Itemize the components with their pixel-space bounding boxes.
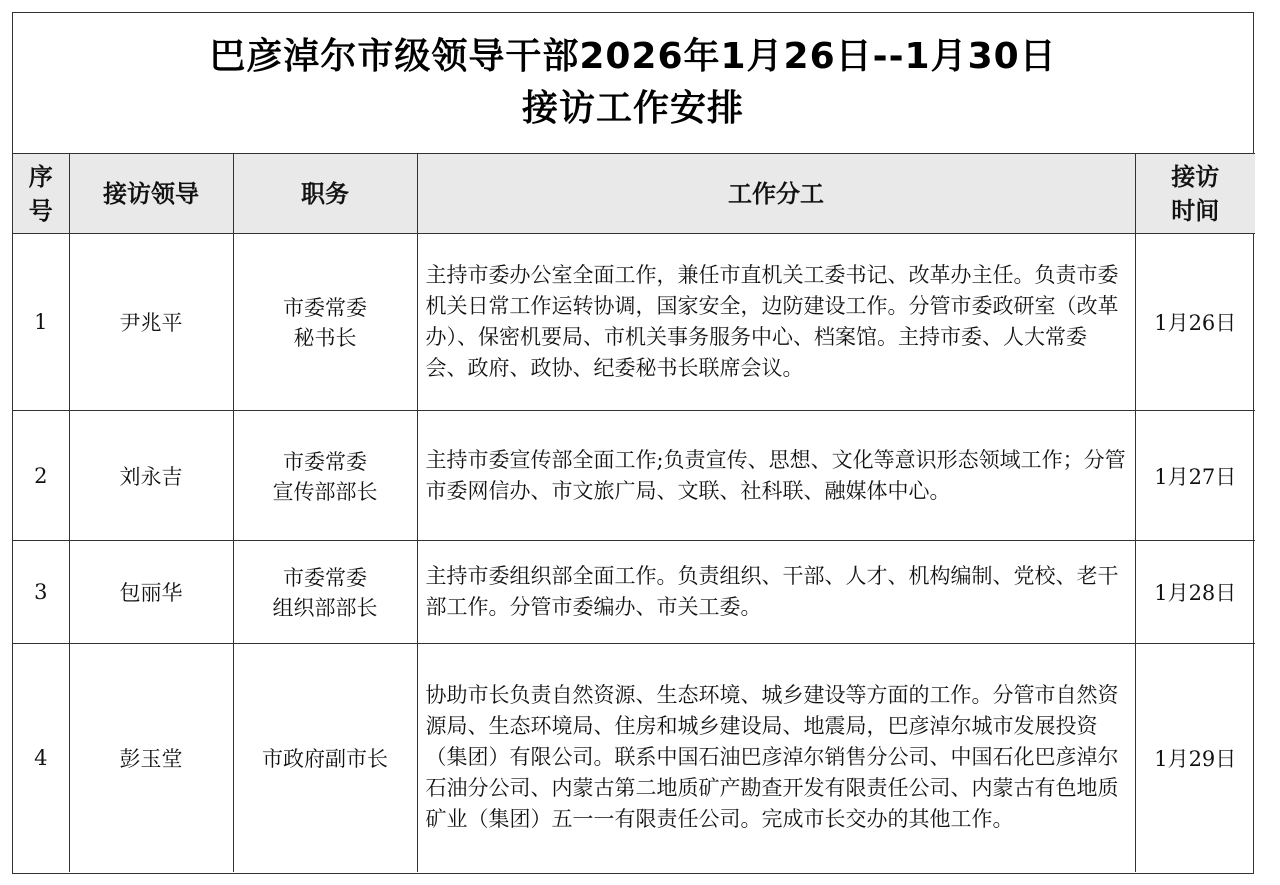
document-title: [13, 13, 1253, 154]
header-leader: 接访领导: [69, 154, 233, 234]
header-time: [1135, 154, 1255, 234]
cell-position: [233, 411, 417, 541]
position-line-1: 市委常委: [283, 449, 367, 474]
header-seq-line-2: 号: [28, 196, 53, 225]
cell-seq: 1: [13, 234, 69, 411]
cell-leader: 刘永吉: [69, 411, 233, 541]
cell-position: [233, 234, 417, 411]
cell-leader: 尹兆平: [69, 234, 233, 411]
cell-leader: 包丽华: [69, 541, 233, 644]
title-line-1: 巴彦淖尔市级领导干部2026年1月26日--1月30日: [209, 36, 1057, 77]
cell-position: [233, 541, 417, 644]
cell-seq: 4: [13, 644, 69, 872]
cell-date: 1月29日: [1135, 644, 1255, 872]
title-line-2: 接访工作安排: [521, 88, 744, 129]
cell-duty: 主持市委办公室全面工作，兼任市直机关工委书记、改革办主任。负责市委机关日常工作运转协调，国家安全，边防建设工作。分管市委政研室（改革办）、保密机要局、市机关事务服务中心、档案馆。主持市委、人大常委会、政府、政协、纪委秘书长联席会议。: [417, 234, 1135, 411]
header-time-line-2: 时间: [1171, 196, 1220, 225]
header-seq-line-1: 序: [28, 162, 53, 191]
position-line-1: 市委常委: [283, 296, 367, 320]
cell-seq: 3: [13, 541, 69, 644]
table-header-row: [13, 154, 1255, 234]
table-row: [13, 644, 1255, 872]
schedule-table: [13, 153, 1255, 872]
position-line-1: 市委常委: [283, 566, 367, 590]
position-line-2: 秘书长: [293, 326, 357, 350]
cell-position: [233, 644, 417, 872]
table-row: [13, 541, 1255, 644]
table-row: [13, 234, 1255, 411]
cell-date: 1月26日: [1135, 234, 1255, 411]
header-position: 职务: [233, 154, 417, 234]
schedule-sheet: [12, 12, 1254, 874]
cell-leader: 彭玉堂: [69, 644, 233, 872]
cell-seq: 2: [13, 411, 69, 541]
position-line-2: 宣传部部长: [272, 479, 378, 504]
cell-date: 1月27日: [1135, 411, 1255, 541]
cell-date: 1月28日: [1135, 541, 1255, 644]
position-line-1: 市政府副市长: [262, 746, 388, 771]
header-time-line-1: 接访: [1171, 162, 1220, 191]
position-line-2: 组织部部长: [272, 596, 378, 620]
cell-duty: 主持市委宣传部全面工作;负责宣传、思想、文化等意识形态领域工作；分管市委网信办、市文旅广局、文联、社科联、融媒体中心。: [417, 411, 1135, 541]
cell-duty: 协助市长负责自然资源、生态环境、城乡建设等方面的工作。分管市自然资源局、生态环境局、住房和城乡建设局、地震局，巴彦淖尔城市发展投资（集团）有限公司。联系中国石油巴彦淖尔销售分公司、中国石化巴彦淖尔石油分公司、内蒙古第二地质矿产勘查开发有限责任公司、内蒙古有色地质矿业（集团）五一一有限责任公司。完成市长交办的其他工作。: [417, 644, 1135, 872]
cell-duty: 主持市委组织部全面工作。负责组织、干部、人才、机构编制、党校、老干部工作。分管市委编办、市关工委。: [417, 541, 1135, 644]
header-duty: 工作分工: [417, 154, 1135, 234]
table-row: [13, 411, 1255, 541]
header-seq: [13, 154, 69, 234]
